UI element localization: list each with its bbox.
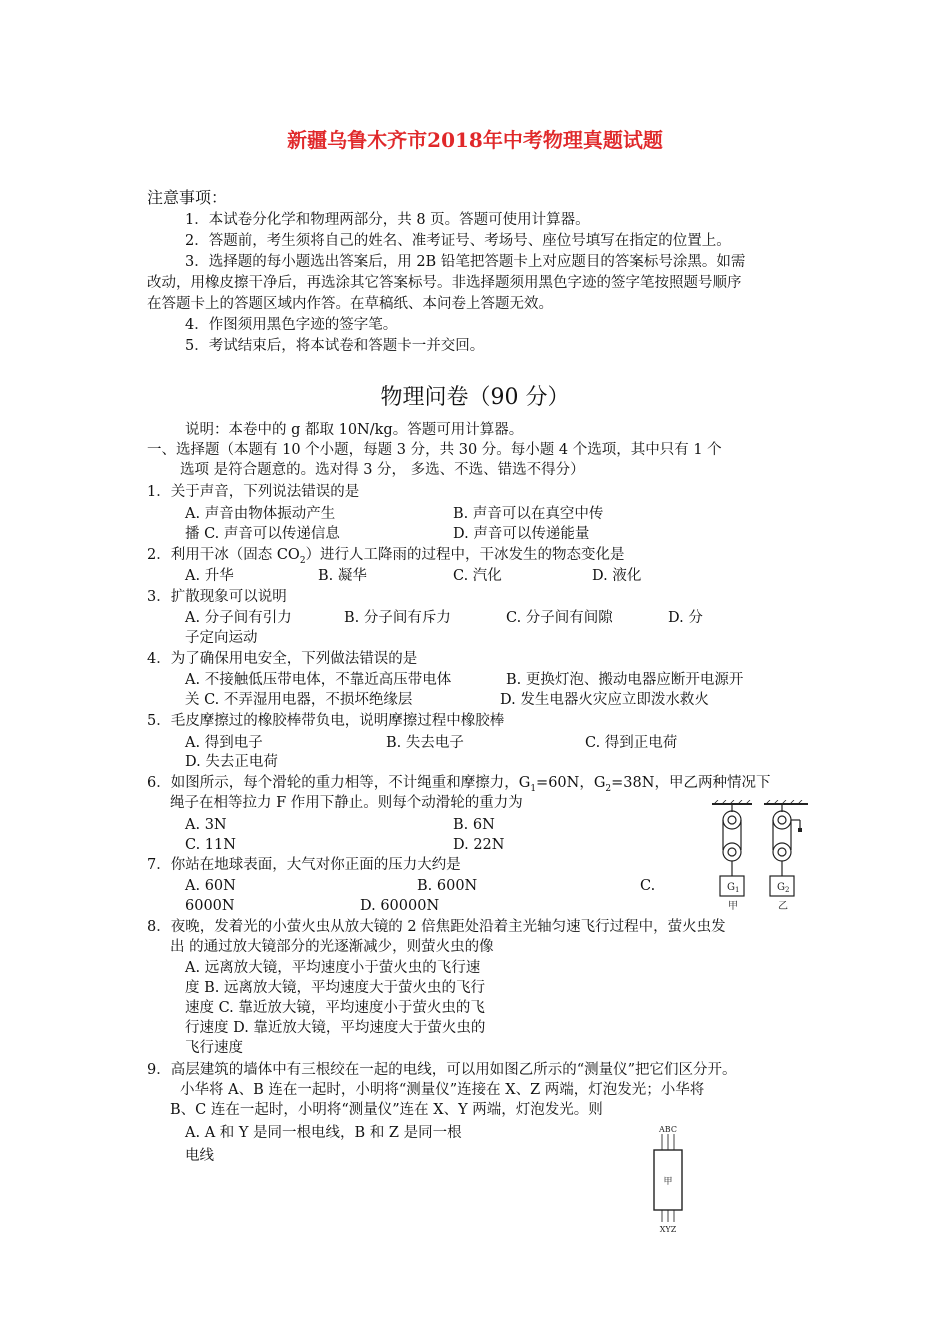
option: B. 声音可以在真空中传 [453,506,604,522]
option: A. 60N [185,878,236,894]
figure-label: 甲 [728,901,738,912]
question-stem: 5．毛皮摩擦过的橡胶棒带负电，说明摩擦过程中橡胶棒 [147,713,505,729]
option: A. 声音由物体振动产生 [185,506,336,522]
option: A. 远离放大镜，平均速度小于萤火虫的飞行速 [185,960,481,976]
figure-label: 甲 [663,1177,673,1187]
option: D. 60000N [360,898,440,914]
figure-label: ABC [659,1125,677,1134]
option: B. 失去电子 [386,735,464,751]
option: D. 声音可以传递能量 [453,526,590,542]
part-instructions: 一、选择题（本题有 10 个小题，每题 3 分，共 30 分。每小题 4 个选项，其中只有 1 个 [147,442,722,458]
option: B. 6N [453,817,495,833]
question-stem: 1．关于声音，下列说法错误的是 [147,484,360,500]
section-title: 物理问卷（90 分） [380,385,570,410]
notice-line: 在答题卡上的答题区域内作答。在草稿纸、本问卷上答题无效。 [147,296,553,312]
option: A. 分子间有引力 [185,610,292,626]
option: 飞行速度 [185,1040,243,1056]
option: B. 更换灯泡、搬动电器应断开电源开 [506,672,744,688]
notice-line: 2．答题前，考生须将自己的姓名、准考证号、考场号、座位号填写在指定的位置上。 [185,233,731,249]
pulley-figure [704,800,816,912]
svg-text:G1: $G_1$ [727,882,740,894]
option: A. 3N [185,817,227,833]
question-stem: 4．为了确保用电安全，下列做法错误的是 [147,651,418,667]
notice-line: 3．选择题的每小题选出答案后，用 2B 铅笔把答题卡上对应题目的答案标号涂黑。如需 [185,254,746,270]
svg-text:G2: $G_2$ [777,882,790,894]
page-title: 新疆乌鲁木齐市2018年中考物理真题试题 [287,128,663,152]
notice-line: 4．作图须用黑色字迹的签字笔。 [185,317,398,333]
question-stem: 9．高层建筑的墙体中有三根绞在一起的电线，可以用如图乙所示的“测量仪”把它们区分开。 [147,1062,737,1078]
question-stem: 6．如图所示，每个滑轮的重力相等，不计绳重和摩擦力，$G_1=60N$，$G_2=38N$，甲乙两种情况下 [147,775,771,794]
option: 播 C. 声音可以传递信息 [185,526,340,542]
option: A. 不接触低压带电体，不靠近高压带电体 [185,672,452,688]
option-continuation: 电线 [185,1148,214,1164]
part-instructions: 选项 是符合题意的。选对得 3 分， 多选、不选、错选不得分） [180,462,585,478]
option: A. A 和 Y 是同一根电线，B 和 Z 是同一根 [185,1125,462,1141]
option: C. 分子间有间隙 [506,610,613,626]
option: C. 得到正电荷 [585,735,678,751]
question-stem: 2．利用干冰（固态 $CO_2$）进行人工降雨的过程中，干冰发生的物态变化是 [147,547,625,566]
option: C. 11N [185,837,236,853]
option: C. 汽化 [453,568,502,584]
option: B. 凝华 [318,568,367,584]
option: D. 失去正电荷 [185,754,278,770]
option: C. [640,878,656,894]
section-note: 说明：本卷中的 g 都取 10N/kg。答题可用计算器。 [185,422,524,438]
question-stem: 7．你站在地球表面，大气对你正面的压力大约是 [147,857,461,873]
question-stem: 小华将 A、B 连在一起时，小明将“测量仪”连接在 X、Z 两端，灯泡发光；小华将 [180,1082,705,1098]
option-continuation: 子定向运动 [185,630,258,646]
option: 速度 C. 靠近放大镜，平均速度小于萤火虫的飞 [185,1000,485,1016]
option: A. 升华 [185,568,234,584]
question-stem: B、C 连在一起时，小明将“测量仪”连在 X、Y 两端，灯泡发光。则 [170,1102,603,1118]
option: B. 600N [417,878,478,894]
option: 关 C. 不弄湿用电器，不损坏绝缘层 [185,692,413,708]
option: A. 得到电子 [185,735,263,751]
question-stem: 3．扩散现象可以说明 [147,589,287,605]
measuring-device-figure [646,1122,690,1234]
notice-line: 5．考试结束后，将本试卷和答题卡一并交回。 [185,338,485,354]
question-stem: 出 的通过放大镜部分的光逐渐减少，则萤火虫的像 [170,939,494,955]
option: 度 B. 远离放大镜，平均速度大于萤火虫的飞行 [185,980,485,996]
figure-label: XYZ [659,1225,677,1234]
figure-label: 乙 [778,901,788,912]
question-stem: 绳子在相等拉力 F 作用下静止。则每个动滑轮的重力为 [170,795,523,811]
option-continuation: 6000N [185,898,235,914]
question-stem: 8．夜晚，发着光的小萤火虫从放大镜的 2 倍焦距处沿着主光轴匀速飞行过程中，萤火虫发 [147,919,726,935]
notice-line: 1．本试卷分化学和物理两部分，共 8 页。答题可使用计算器。 [185,212,590,228]
notice-line: 改动，用橡皮擦干净后，再选涂其它答案标号。非选择题须用黑色字迹的签字笔按照题号顺序 [147,275,742,291]
option: 行速度 D. 靠近放大镜，平均速度大于萤火虫的 [185,1020,486,1036]
option: B. 分子间有斥力 [344,610,451,626]
option: D. 分 [668,610,703,626]
notice-heading: 注意事项： [147,188,228,207]
option: D. 22N [453,837,505,853]
option: D. 发生电器火灾应立即泼水救火 [500,692,709,708]
option: D. 液化 [592,568,642,584]
